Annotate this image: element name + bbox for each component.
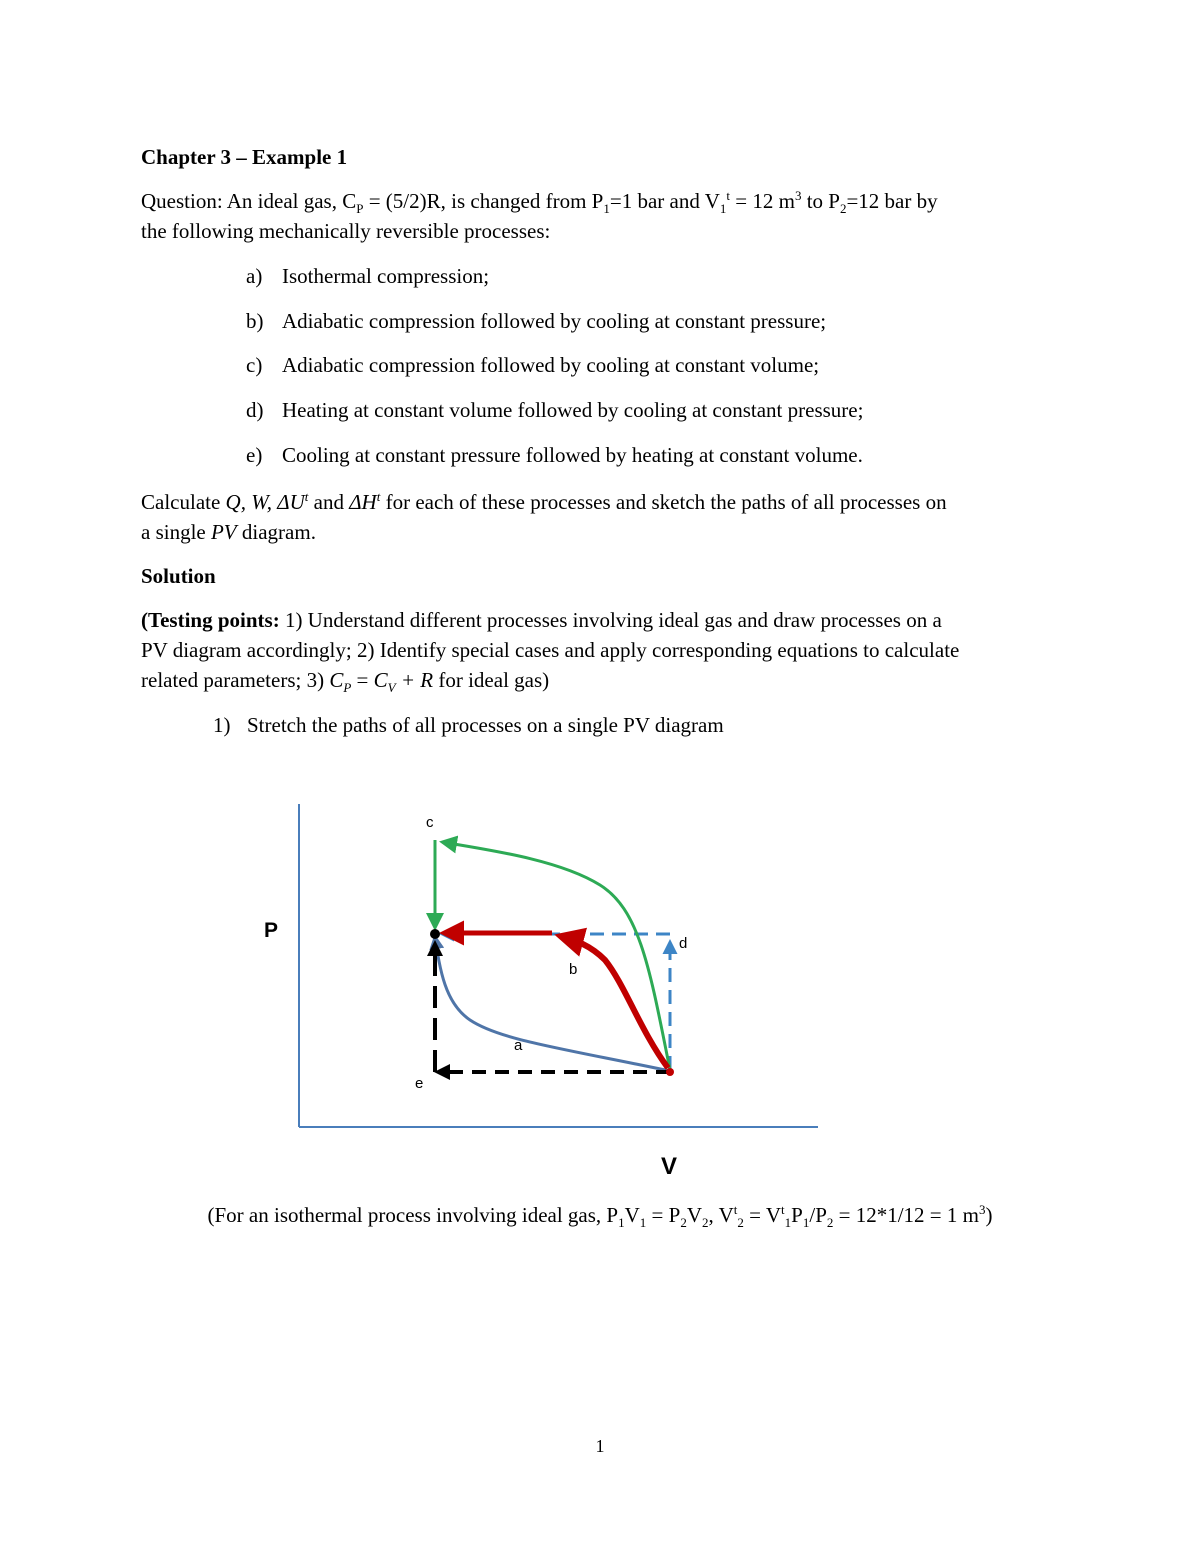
process-item-a: a) Isothermal compression; bbox=[246, 264, 490, 288]
testing-points-line-1: (Testing points: 1) Understand different processes involving ideal gas and draw processes on a bbox=[141, 608, 942, 632]
state-1-point bbox=[666, 1068, 674, 1076]
pv-diagram bbox=[230, 790, 870, 1190]
label-b: b bbox=[569, 961, 578, 978]
process-a-path bbox=[435, 937, 670, 1071]
page-number: 1 bbox=[595, 1436, 605, 1456]
solution-heading: Solution bbox=[141, 564, 216, 588]
label-c: c bbox=[426, 814, 434, 831]
process-item-c: c) Adiabatic compression followed by cooling at constant volume; bbox=[246, 353, 820, 377]
testing-points-line-2: PV diagram accordingly; 2) Identify special cases and apply corresponding equations to calculate bbox=[141, 638, 960, 662]
pv-diagram-svg bbox=[230, 790, 870, 1190]
label-e: e bbox=[415, 1075, 424, 1092]
process-b-curve bbox=[560, 936, 668, 1068]
calculate-line-2: a single PV diagram. bbox=[141, 520, 316, 544]
page-title: Chapter 3 – Example 1 bbox=[141, 145, 348, 169]
question-line-2: the following mechanically reversible processes: bbox=[141, 219, 551, 243]
calculate-line-1: Calculate Q, W, $\Delta U^t$ and $\Delta H^t$ for each of these processes and sketch the paths of all processes on bbox=[141, 489, 947, 514]
axis-label-p: P bbox=[264, 919, 279, 942]
question-line-1: Question: An ideal gas, $C_P = (5/2)R$, is changed from $P_1=1$ bar and $V_1^t = 12$ $m^3$ to $P_2=12$ bar by bbox=[141, 188, 938, 217]
testing-points-line-3: related parameters; 3) $C_P = C_V + R$ for ideal gas) bbox=[141, 668, 550, 696]
isothermal-footnote: (For an isothermal process involving ideal gas, $P_1V_1 = P_2V_2$, $V^t_2 = V^t_1P_1/P_2 = 12*1/12 = 1$ $m^3$) bbox=[207, 1202, 993, 1231]
axis-label-v: V bbox=[661, 1153, 678, 1180]
process-c-curve bbox=[442, 842, 670, 1070]
process-item-b: b) Adiabatic compression followed by cooling at constant pressure; bbox=[246, 309, 827, 333]
state-2-point bbox=[430, 929, 440, 939]
process-item-e: e) Cooling at constant pressure followed by heating at constant volume. bbox=[246, 443, 863, 467]
step-1-heading: 1) Stretch the paths of all processes on a single PV diagram bbox=[213, 713, 724, 737]
label-d: d bbox=[679, 935, 688, 952]
process-item-d: d) Heating at constant volume followed by cooling at constant pressure; bbox=[246, 398, 864, 422]
label-a: a bbox=[514, 1037, 523, 1054]
